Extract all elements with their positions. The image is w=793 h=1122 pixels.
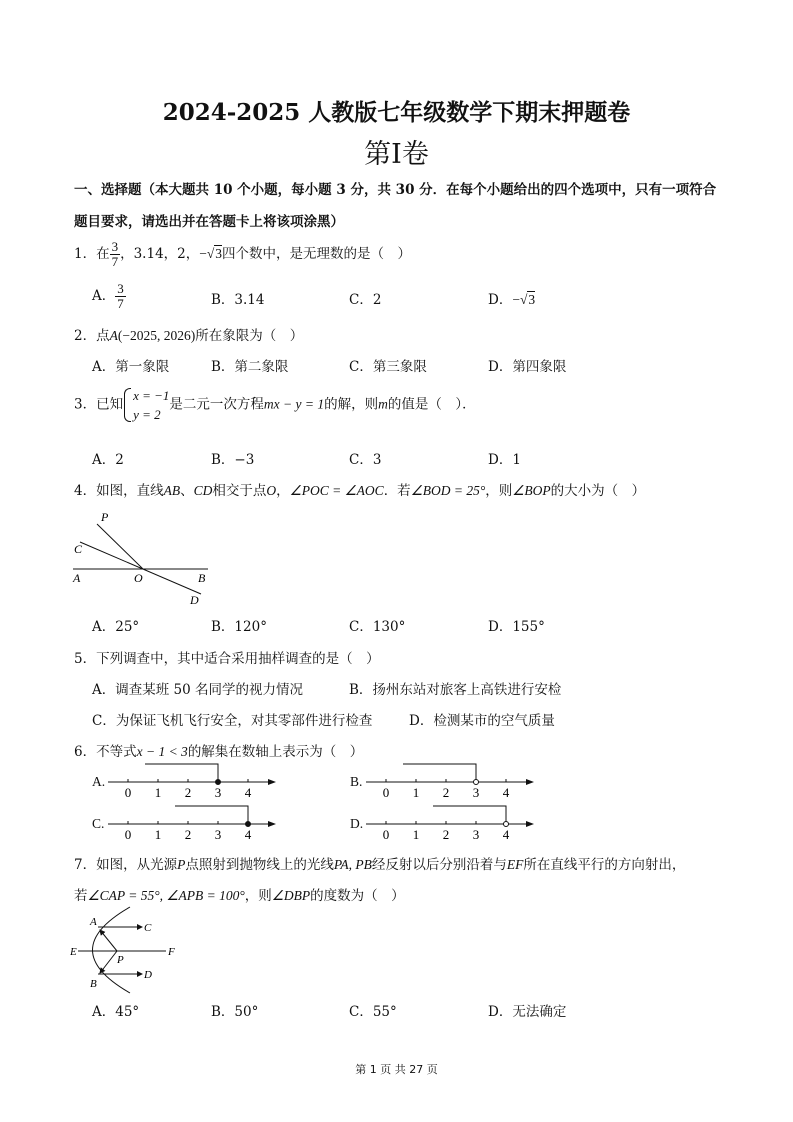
- q4-text3: ，: [276, 483, 290, 499]
- q4-ab: AB: [163, 483, 181, 498]
- q3-tail2: 的值是（ ）．: [387, 396, 476, 413]
- q2-point: A: [109, 328, 118, 343]
- q6-inequality: x − 1 < 3: [136, 744, 188, 759]
- tick-label: 3: [472, 785, 480, 800]
- q2-option-c[interactable]: C．第三象限: [349, 359, 427, 375]
- arrow-right-icon: [268, 821, 276, 827]
- closed-endpoint-icon: [216, 780, 221, 785]
- q4-sep: 、: [180, 483, 194, 499]
- question-6: [74, 740, 363, 760]
- q4-text5: ，则: [485, 483, 513, 499]
- page-number: 第 1 页 共 27 页: [355, 1063, 438, 1076]
- line-cd: [80, 542, 201, 594]
- q7-figure: [70, 905, 180, 995]
- tick-label: 0: [124, 785, 132, 800]
- tick-label: 3: [214, 785, 222, 800]
- label-d: D: [144, 969, 152, 981]
- q7-text4: 所在直线平行的方向射出，: [523, 857, 686, 873]
- closed-endpoint-icon: [246, 822, 251, 827]
- q7-rays: PA, PB: [333, 857, 372, 872]
- label-f: F: [168, 946, 175, 958]
- q3-eq1: x = −1: [133, 388, 170, 403]
- q7-option-c[interactable]: C．55°: [349, 1004, 397, 1020]
- q2-number: 2．点: [74, 328, 110, 344]
- q5-option-c[interactable]: C．为保证飞机飞行安全，对其零部件进行检查: [92, 713, 373, 729]
- arrow-right-icon: [268, 779, 276, 785]
- section-heading-line1: 一、选择题（本大题共 10 个小题，每小题 3 分，共 30 分．在每个小题给出的四个选项中，只有一项符合: [74, 182, 717, 198]
- q4-text1: 4．如图，直线: [74, 483, 164, 499]
- q6-option-label: B.: [350, 774, 363, 789]
- solution-bracket: [145, 764, 218, 782]
- q1-frac-den: 7: [111, 254, 119, 269]
- q2-option-b[interactable]: B．第二象限: [211, 359, 289, 375]
- number-line: [108, 762, 298, 806]
- question-5: 5．下列调查中，其中适合采用抽样调查的是（ ）: [74, 651, 380, 667]
- q1-a-den: 7: [117, 296, 124, 311]
- tick-label: 0: [124, 827, 132, 842]
- q7-text1: 7．如图，从光源: [74, 857, 178, 873]
- sqrt-icon: √: [519, 292, 528, 307]
- ray-op: [97, 524, 143, 569]
- q5-option-a[interactable]: A．调查某班 50 名同学的视力情况: [92, 682, 304, 698]
- q7-text7: 的度数为（ ）: [310, 888, 405, 904]
- number-line: [366, 804, 556, 848]
- q1-option-b[interactable]: B．3.14: [211, 292, 265, 308]
- q1-d-value: [512, 291, 535, 307]
- parabola: [93, 907, 131, 993]
- q7-text6: ，则: [244, 888, 272, 904]
- q4-option-b[interactable]: B．120°: [211, 619, 267, 635]
- label-e: E: [70, 946, 77, 958]
- q1-fraction: [110, 240, 121, 269]
- label-b: B: [198, 571, 206, 585]
- open-endpoint-icon: [474, 780, 479, 785]
- label-c: C: [144, 922, 152, 934]
- question-4: [74, 479, 645, 499]
- solution-bracket: [403, 764, 476, 782]
- number-line: [108, 804, 298, 848]
- q1-sqrt-arg: 3: [215, 246, 223, 261]
- q3-option-b[interactable]: B．−3: [211, 452, 255, 468]
- q7-cond: ∠CAP = 55°, ∠APB = 100°: [87, 888, 245, 903]
- q7-option-b[interactable]: B．50°: [211, 1004, 259, 1020]
- arrow-right-icon: [526, 821, 534, 827]
- q4-text2: 相交于点: [212, 483, 267, 499]
- tick-label: 4: [502, 827, 510, 842]
- tick-label: 0: [382, 827, 390, 842]
- q3-option-a[interactable]: A．2: [92, 452, 124, 468]
- q6-option-label: D.: [350, 816, 364, 831]
- question-7-line2: [74, 884, 405, 904]
- arrow-right-icon: [526, 779, 534, 785]
- q6-text2: 的解集在数轴上表示为（ ）: [187, 744, 364, 760]
- q3-number: 3．已知: [74, 396, 124, 413]
- tick-label: 2: [184, 785, 192, 800]
- label-o: O: [134, 571, 143, 585]
- question-2: [74, 324, 303, 344]
- q7-option-d[interactable]: D．无法确定: [488, 1004, 567, 1020]
- q4-option-c[interactable]: C．130°: [349, 619, 406, 635]
- tick-label: 1: [154, 785, 162, 800]
- label-p: P: [101, 510, 109, 524]
- q3-equation: mx − y = 1: [263, 396, 325, 412]
- q1-a-num: 3: [117, 281, 124, 296]
- number-line: [366, 762, 556, 806]
- q1-option-c[interactable]: C．2: [349, 292, 382, 308]
- q3-option-c[interactable]: C．3: [349, 452, 382, 468]
- solution-bracket: [433, 806, 506, 824]
- label-a: A: [73, 571, 81, 585]
- q4-o: O: [266, 483, 277, 498]
- label-a: A: [90, 916, 97, 928]
- q4-target: ∠BOP: [512, 483, 551, 498]
- q1-a-label: A．: [92, 288, 116, 304]
- q1-neg-sign: −: [199, 246, 207, 261]
- tick-label: 2: [442, 827, 450, 842]
- q7-text3: 经反射以后分别沿着与: [371, 857, 507, 873]
- label-c: C: [74, 542, 83, 556]
- q3-equation-system: [123, 386, 169, 424]
- solution-bracket: [175, 806, 248, 824]
- label-d: D: [190, 593, 199, 605]
- tick-label: 3: [472, 827, 480, 842]
- q1-d-label: D．: [488, 292, 513, 308]
- tick-label: 4: [502, 785, 510, 800]
- q1-option-a[interactable]: [92, 282, 126, 311]
- question-3: [74, 386, 476, 424]
- q7-target: ∠DBP: [271, 888, 311, 903]
- tick-label: 4: [244, 827, 252, 842]
- q1-neg-sqrt: [199, 245, 222, 261]
- q3-tail1: 的解，则: [324, 396, 379, 413]
- q4-text4: ．若: [383, 483, 411, 499]
- q2-option-d[interactable]: D．第四象限: [488, 359, 567, 375]
- q1-d-arg: 3: [528, 292, 536, 307]
- question-1: [74, 240, 411, 269]
- label-b: B: [90, 978, 97, 990]
- q7-ef: EF: [506, 857, 524, 872]
- q2-option-a[interactable]: A．第一象限: [92, 359, 170, 375]
- q4-text6: 的大小为（ ）: [550, 483, 646, 499]
- ray-pb: [100, 951, 117, 973]
- tick-label: 3: [214, 827, 222, 842]
- ray-pa: [100, 930, 117, 951]
- q1-option-d[interactable]: [488, 288, 535, 308]
- q5-option-d[interactable]: D．检测某市的空气质量: [409, 713, 555, 729]
- q3-eq2: y = 2: [133, 407, 161, 422]
- q7-text5: 若: [74, 888, 88, 904]
- q7-option-a[interactable]: A．45°: [92, 1004, 140, 1020]
- q7-text2: 点照射到抛物线上的光线: [185, 857, 334, 873]
- open-endpoint-icon: [504, 822, 509, 827]
- q3-mid: 是二元一次方程: [169, 396, 264, 413]
- exam-title: 2024-2025 人教版七年级数学下期末押题卷: [162, 99, 631, 126]
- sqrt-icon: √: [206, 246, 215, 261]
- q4-cd: CD: [193, 483, 213, 498]
- q1-d-neg: −: [512, 292, 520, 307]
- tick-label: 1: [154, 827, 162, 842]
- q1-mid: ，3.14，2，: [120, 246, 200, 262]
- q4-cond1: ∠POC = ∠AOC: [289, 483, 384, 498]
- q3-var: m: [378, 396, 388, 412]
- q1-a-fraction: [115, 282, 126, 311]
- q4-option-d[interactable]: D．155°: [488, 619, 545, 635]
- q2-coords: (−2025, 2026): [117, 328, 196, 343]
- section-heading-line2: 题目要求，请选出并在答题卡上将该项涂黑）: [74, 214, 344, 230]
- tick-label: 1: [412, 827, 420, 842]
- q6-text1: 6．不等式: [74, 744, 137, 760]
- tick-label: 1: [412, 785, 420, 800]
- q1-frac-num: 3: [111, 239, 119, 254]
- q4-option-a[interactable]: A．25°: [92, 619, 140, 635]
- tick-label: 2: [442, 785, 450, 800]
- q4-cond2: ∠BOD = 25°: [410, 483, 486, 498]
- q2-tail: 所在象限为（ ）: [195, 328, 304, 344]
- q7-p: P: [177, 857, 186, 872]
- q1-number: 1．在: [74, 246, 110, 262]
- tick-label: 4: [244, 785, 252, 800]
- label-p: P: [117, 954, 124, 966]
- volume-subtitle: 第I卷: [364, 139, 429, 170]
- q4-figure: [68, 505, 218, 605]
- q6-option-label: A.: [92, 774, 106, 789]
- q1-tail: 四个数中，是无理数的是（ ）: [222, 246, 412, 262]
- question-7-line1: [74, 853, 685, 873]
- tick-label: 0: [382, 785, 390, 800]
- tick-label: 2: [184, 827, 192, 842]
- q5-option-b[interactable]: B．扬州东站对旅客上高铁进行安检: [349, 682, 562, 698]
- q6-option-label: C.: [92, 816, 105, 831]
- q3-option-d[interactable]: D．1: [488, 452, 521, 468]
